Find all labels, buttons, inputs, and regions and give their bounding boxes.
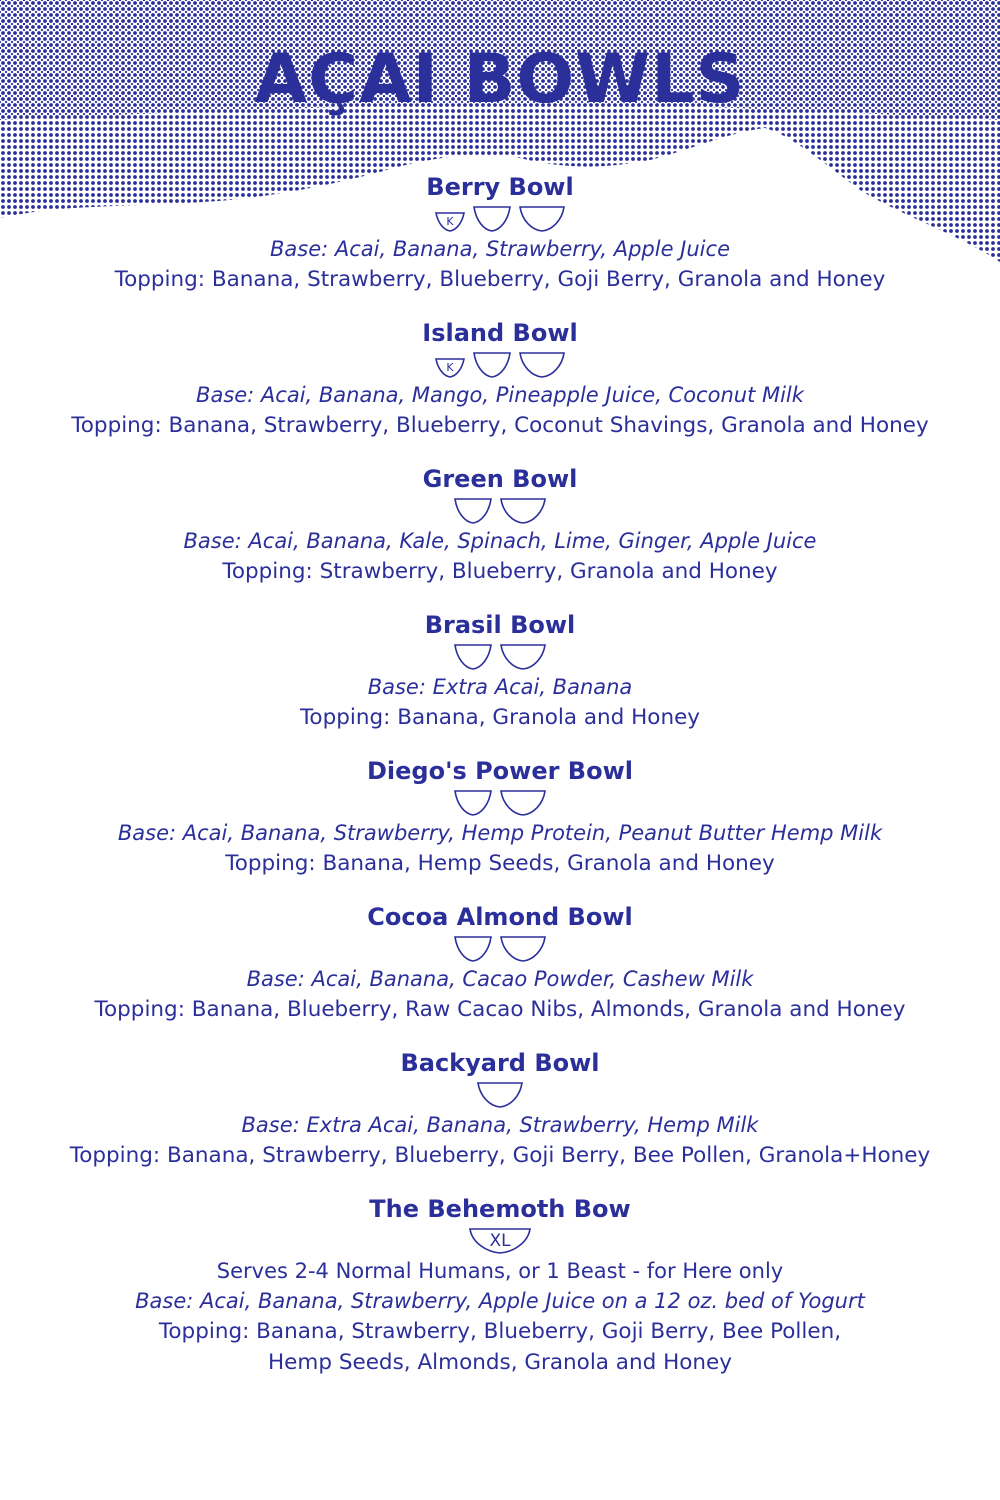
item-base: Base: Extra Acai, Banana, Strawberry, Hemp Milk xyxy=(241,1113,759,1137)
svg-text:K: K xyxy=(446,360,454,374)
bowl-icon xyxy=(454,644,492,670)
menu-item xyxy=(0,318,1000,441)
kids-bowl-icon xyxy=(435,358,465,378)
bowl-icon xyxy=(477,1082,523,1108)
menu-item xyxy=(0,756,1000,879)
menu-item xyxy=(0,902,1000,1025)
page-title: AÇAI BOWLS xyxy=(254,40,746,119)
item-topping: Topping: Banana, Strawberry, Blueberry, Goji Berry, Bee Pollen, Granola+Honey xyxy=(69,1143,931,1168)
item-name: Backyard Bowl xyxy=(400,1049,600,1077)
size-icons xyxy=(0,1078,1000,1108)
size-icons xyxy=(0,348,1000,378)
size-icons xyxy=(0,786,1000,816)
bowl-icon xyxy=(500,790,546,816)
item-name: The Behemoth Bow xyxy=(369,1195,631,1223)
item-name: Cocoa Almond Bowl xyxy=(367,903,633,931)
bowl-icon xyxy=(500,936,546,962)
item-topping: Topping: Banana, Blueberry, Raw Cacao Nibs, Almonds, Granola and Honey xyxy=(94,997,906,1022)
kids-bowl-icon xyxy=(435,212,465,232)
item-name: Island Bowl xyxy=(422,319,578,347)
size-icons xyxy=(0,640,1000,670)
item-base: Base: Acai, Banana, Kale, Spinach, Lime, Ginger, Apple Juice xyxy=(183,529,817,553)
svg-text:XL: XL xyxy=(489,1231,511,1251)
item-base: Base: Extra Acai, Banana xyxy=(367,675,633,699)
item-topping: Topping: Banana, Strawberry, Blueberry, Goji Berry, Bee Pollen, xyxy=(158,1319,842,1344)
item-topping: Topping: Strawberry, Blueberry, Granola and Honey xyxy=(222,559,778,584)
item-name: Diego's Power Bowl xyxy=(367,757,633,785)
menu-list xyxy=(0,172,1000,1401)
item-note: Serves 2-4 Normal Humans, or 1 Beast - for Here only xyxy=(216,1259,784,1283)
item-name: Green Bowl xyxy=(422,465,578,493)
bowl-icon xyxy=(473,206,511,232)
svg-text:K: K xyxy=(446,214,454,228)
size-icons xyxy=(0,202,1000,232)
size-icons xyxy=(0,494,1000,524)
bowl-icon xyxy=(519,206,565,232)
item-base: Base: Acai, Banana, Strawberry, Hemp Protein, Peanut Butter Hemp Milk xyxy=(117,821,883,845)
item-base: Base: Acai, Banana, Mango, Pineapple Juice, Coconut Milk xyxy=(196,383,804,407)
bowl-icon xyxy=(473,352,511,378)
menu-item xyxy=(0,464,1000,587)
menu-item xyxy=(0,1194,1000,1378)
size-icons xyxy=(0,932,1000,962)
bowl-icon xyxy=(454,936,492,962)
xl-bowl-icon xyxy=(469,1228,531,1254)
bowl-icon xyxy=(454,790,492,816)
bowl-icon xyxy=(519,352,565,378)
menu-item xyxy=(0,610,1000,733)
size-icons xyxy=(0,1224,1000,1254)
item-topping: Topping: Banana, Granola and Honey xyxy=(299,705,701,730)
menu-item xyxy=(0,172,1000,295)
item-base: Base: Acai, Banana, Cacao Powder, Cashew Milk xyxy=(246,967,754,991)
bowl-icon xyxy=(500,498,546,524)
item-base: Base: Acai, Banana, Strawberry, Apple Juice xyxy=(269,237,730,261)
bowl-icon xyxy=(500,644,546,670)
menu-item xyxy=(0,1048,1000,1171)
bowl-icon xyxy=(454,498,492,524)
item-base: Base: Acai, Banana, Strawberry, Apple Juice on a 12 oz. bed of Yogurt xyxy=(135,1289,865,1313)
item-topping: Topping: Banana, Strawberry, Blueberry, Goji Berry, Granola and Honey xyxy=(114,267,886,292)
item-topping: Hemp Seeds, Almonds, Granola and Honey xyxy=(268,1350,732,1375)
item-name: Brasil Bowl xyxy=(424,611,576,639)
item-topping: Topping: Banana, Strawberry, Blueberry, Coconut Shavings, Granola and Honey xyxy=(71,413,929,438)
item-topping: Topping: Banana, Hemp Seeds, Granola and Honey xyxy=(225,851,775,876)
item-name: Berry Bowl xyxy=(426,173,574,201)
